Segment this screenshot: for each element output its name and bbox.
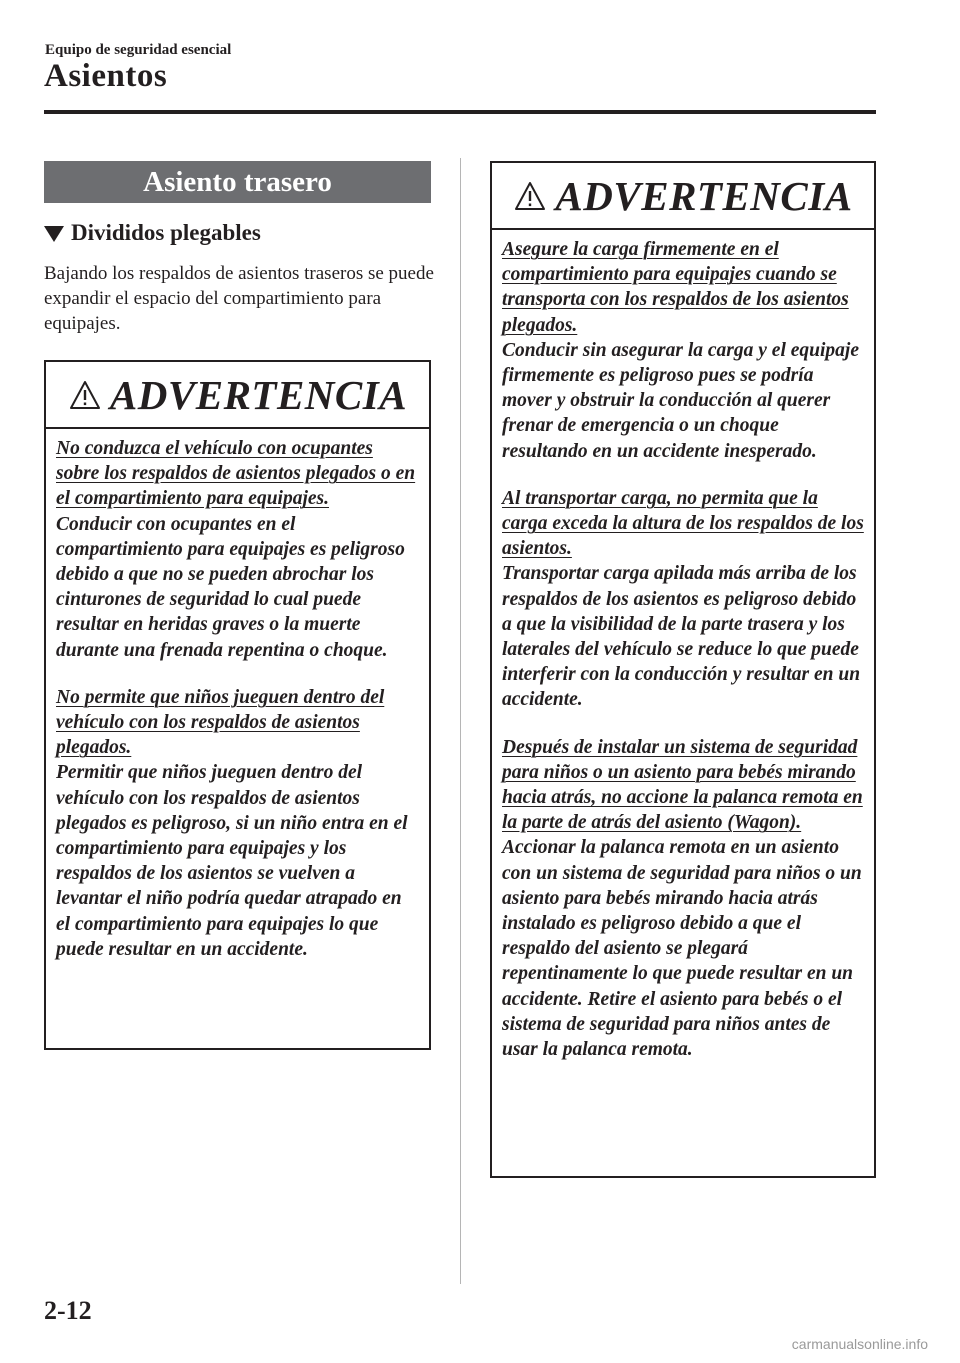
watermark: carmanualsonline.info xyxy=(791,1336,928,1352)
header-rule xyxy=(44,110,876,114)
warning-box-right xyxy=(490,161,876,1178)
warning-paragraph xyxy=(56,436,419,663)
warning-text: Permitir que niños jueguen dentro del vehículo con los respaldos de asientos plegados es peligroso, si un niño entra en el compartimiento para equipajes y los respaldos de los asientos se vuelven a levantar el niño podría quedar atrapado en el compartimiento para equipajes lo que puede resultar en un accidente. xyxy=(56,762,408,960)
warning-triangle-icon xyxy=(513,180,547,212)
section-title: Asiento trasero xyxy=(143,165,332,198)
breadcrumb: Equipo de seguridad esencial xyxy=(45,42,232,58)
warning-paragraph xyxy=(502,486,864,713)
triangle-bullet-icon xyxy=(44,226,64,242)
warning-header xyxy=(492,163,874,230)
warning-text: Transportar carga apilada más arriba de los respaldos de los asientos es peligroso debido a que la visibilidad de la parte trasera y los laterales del vehículo se reduce lo que puede interferir con la conducción y resultar en un accidente. xyxy=(502,563,861,711)
warning-paragraph xyxy=(502,735,864,1063)
intro-paragraph: Bajando los respaldos de asientos traseros se puede expandir el espacio del compartimiento para equipajes. xyxy=(44,263,434,334)
chapter-title: Asientos xyxy=(44,58,168,94)
warning-body xyxy=(46,429,429,962)
warning-body xyxy=(492,230,874,1062)
warning-emphasis: No permite que niños jueguen dentro del vehículo con los respaldos de asientos plegados. xyxy=(56,686,385,759)
warning-title: ADVERTENCIA xyxy=(109,371,408,418)
page-number: 2-12 xyxy=(44,1296,92,1325)
warning-box-left xyxy=(44,360,431,1050)
warning-emphasis: Asegure la carga firmemente en el compartimiento para equipajes cuando se transporta con los respaldos de los asientos plegados. xyxy=(502,239,849,336)
warning-header xyxy=(46,362,429,429)
warning-text: Accionar la palanca remota en un asiento con un sistema de seguridad para niños o un asiento para bebés mirando hacia atrás instalado es peligroso debido a que el respaldo del asiento se plegará repentinamente lo que puede resultar en un accidente. Retire el asiento para bebés o el sistema de seguridad para niños antes de usar la palanca remota. xyxy=(502,837,862,1061)
subheading-text: Divididos plegables xyxy=(71,220,261,245)
column-divider xyxy=(460,158,461,1284)
warning-emphasis: Al transportar carga, no permita que la carga exceda la altura de los respaldos de los asientos. xyxy=(502,487,864,560)
warning-paragraph xyxy=(502,237,864,464)
section-banner xyxy=(44,161,431,203)
warning-triangle-icon xyxy=(68,379,102,411)
warning-emphasis: Después de instalar un sistema de seguridad para niños o un asiento para bebés mirando hacia atrás, no accione la palanca remota en la parte de atrás del asiento (Wagon). xyxy=(502,736,863,834)
warning-text: Conducir con ocupantes en el compartimiento para equipajes es peligroso debido a que no se pueden abrochar los cinturones de seguridad lo cual puede resultar en heridas graves o la muerte durante una frenada repentina o choque. xyxy=(56,513,405,661)
subheading xyxy=(44,220,261,246)
warning-paragraph xyxy=(56,685,419,962)
warning-title: ADVERTENCIA xyxy=(555,172,853,219)
warning-emphasis: No conduzca el vehículo con ocupantes sobre los respaldos de asientos plegados o en el compartimiento para equipajes. xyxy=(56,438,416,510)
warning-text: Conducir sin asegurar la carga y el equipaje firmemente es peligroso pues se podría mover y obstruir la conducción al querer frenar de emergencia o un choque resultando en un accidente inesperado. xyxy=(502,339,859,462)
